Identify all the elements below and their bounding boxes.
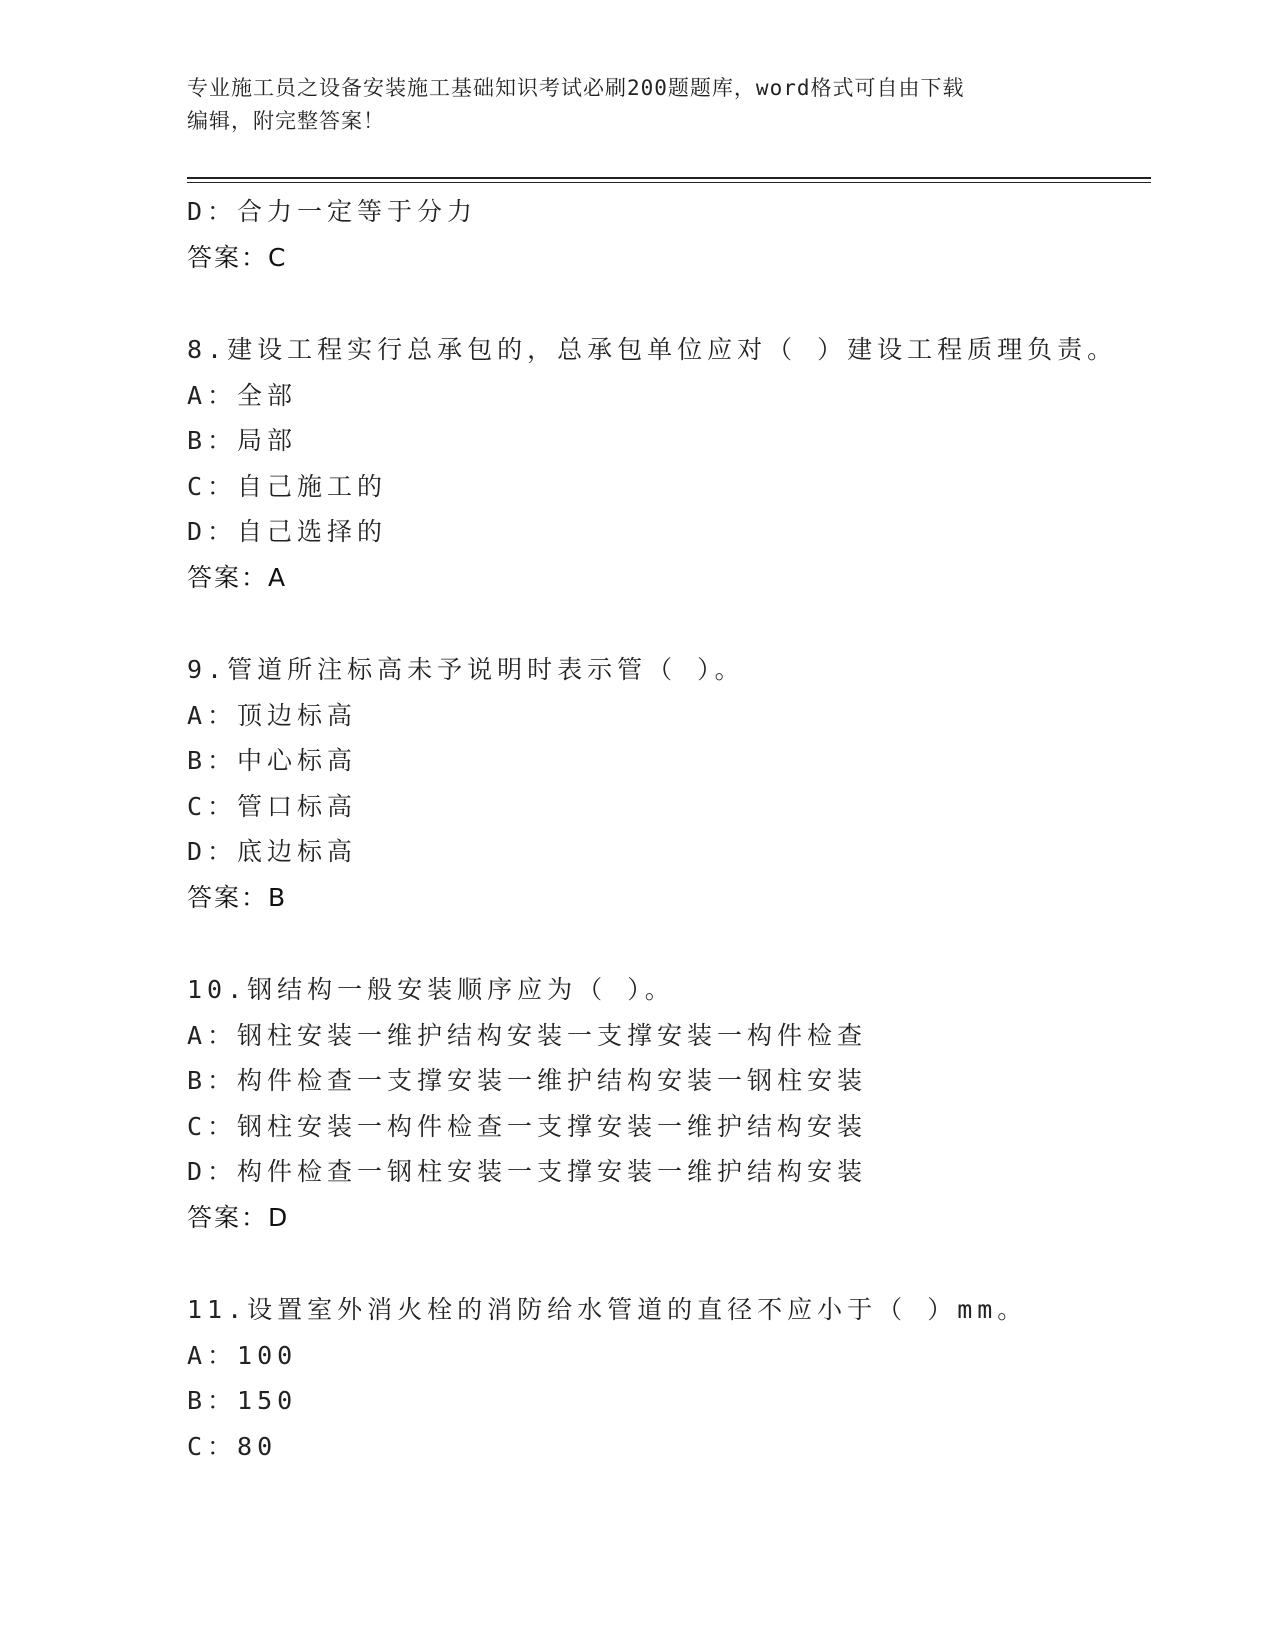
- option-c: C：管口标高: [187, 791, 358, 821]
- question-stem: 8.建设工程实行总承包的，总承包单位应对（ ）建设工程质理负责。: [187, 335, 1118, 364]
- document-header: [187, 72, 1067, 138]
- question-8: [187, 327, 1147, 600]
- question-gap: [187, 600, 1147, 647]
- option-b: B：150: [187, 1386, 298, 1415]
- option-a: A：钢柱安装一维护结构安装一支撑安装一构件检查: [187, 1020, 868, 1050]
- option-d: D：合力一定等于分力: [187, 197, 478, 226]
- option-a: A：全部: [187, 380, 298, 410]
- option-d: D：构件检查一钢柱安装一支撑安装一维护结构安装: [187, 1157, 868, 1186]
- option-d: D：自己选择的: [187, 517, 388, 546]
- option-c: C：80: [187, 1431, 278, 1461]
- header-divider-thick: [187, 177, 1151, 179]
- option-a: A：100: [187, 1340, 298, 1370]
- answer-line: 答案：C: [187, 242, 288, 272]
- option-d: D：底边标高: [187, 837, 358, 866]
- question-stem: 11.设置室外消火栓的消防给水管道的直径不应小于（ ）mm。: [187, 1295, 1028, 1324]
- option-b: B：局部: [187, 426, 298, 455]
- header-line-1: 专业施工员之设备安装施工基础知识考试必刷200题题库，word格式可自由下载: [187, 76, 965, 100]
- question-stem: 9.管道所注标高未予说明时表示管（ ）。: [187, 655, 745, 684]
- question-gap: [187, 920, 1147, 967]
- question-7-tail: [187, 189, 1147, 280]
- answer-line: 答案：D: [187, 1202, 290, 1232]
- header-divider-thin: [187, 182, 1151, 183]
- option-b: B：中心标高: [187, 746, 358, 775]
- question-list: [187, 189, 1147, 1469]
- option-c: C：自己施工的: [187, 471, 388, 501]
- option-c: C：钢柱安装一构件检查一支撑安装一维护结构安装: [187, 1111, 868, 1141]
- question-10: [187, 967, 1147, 1240]
- option-b: B：构件检查一支撑安装一维护结构安装一钢柱安装: [187, 1066, 868, 1095]
- answer-line: 答案：A: [187, 562, 288, 592]
- question-9: [187, 647, 1147, 920]
- question-stem: 10.钢结构一般安装顺序应为（ ）。: [187, 975, 675, 1004]
- option-a: A：顶边标高: [187, 700, 358, 730]
- question-gap: [187, 1240, 1147, 1287]
- answer-line: 答案：B: [187, 882, 288, 912]
- question-11: [187, 1287, 1147, 1469]
- question-gap: [187, 280, 1147, 327]
- header-line-2: 编辑，附完整答案！: [187, 109, 385, 133]
